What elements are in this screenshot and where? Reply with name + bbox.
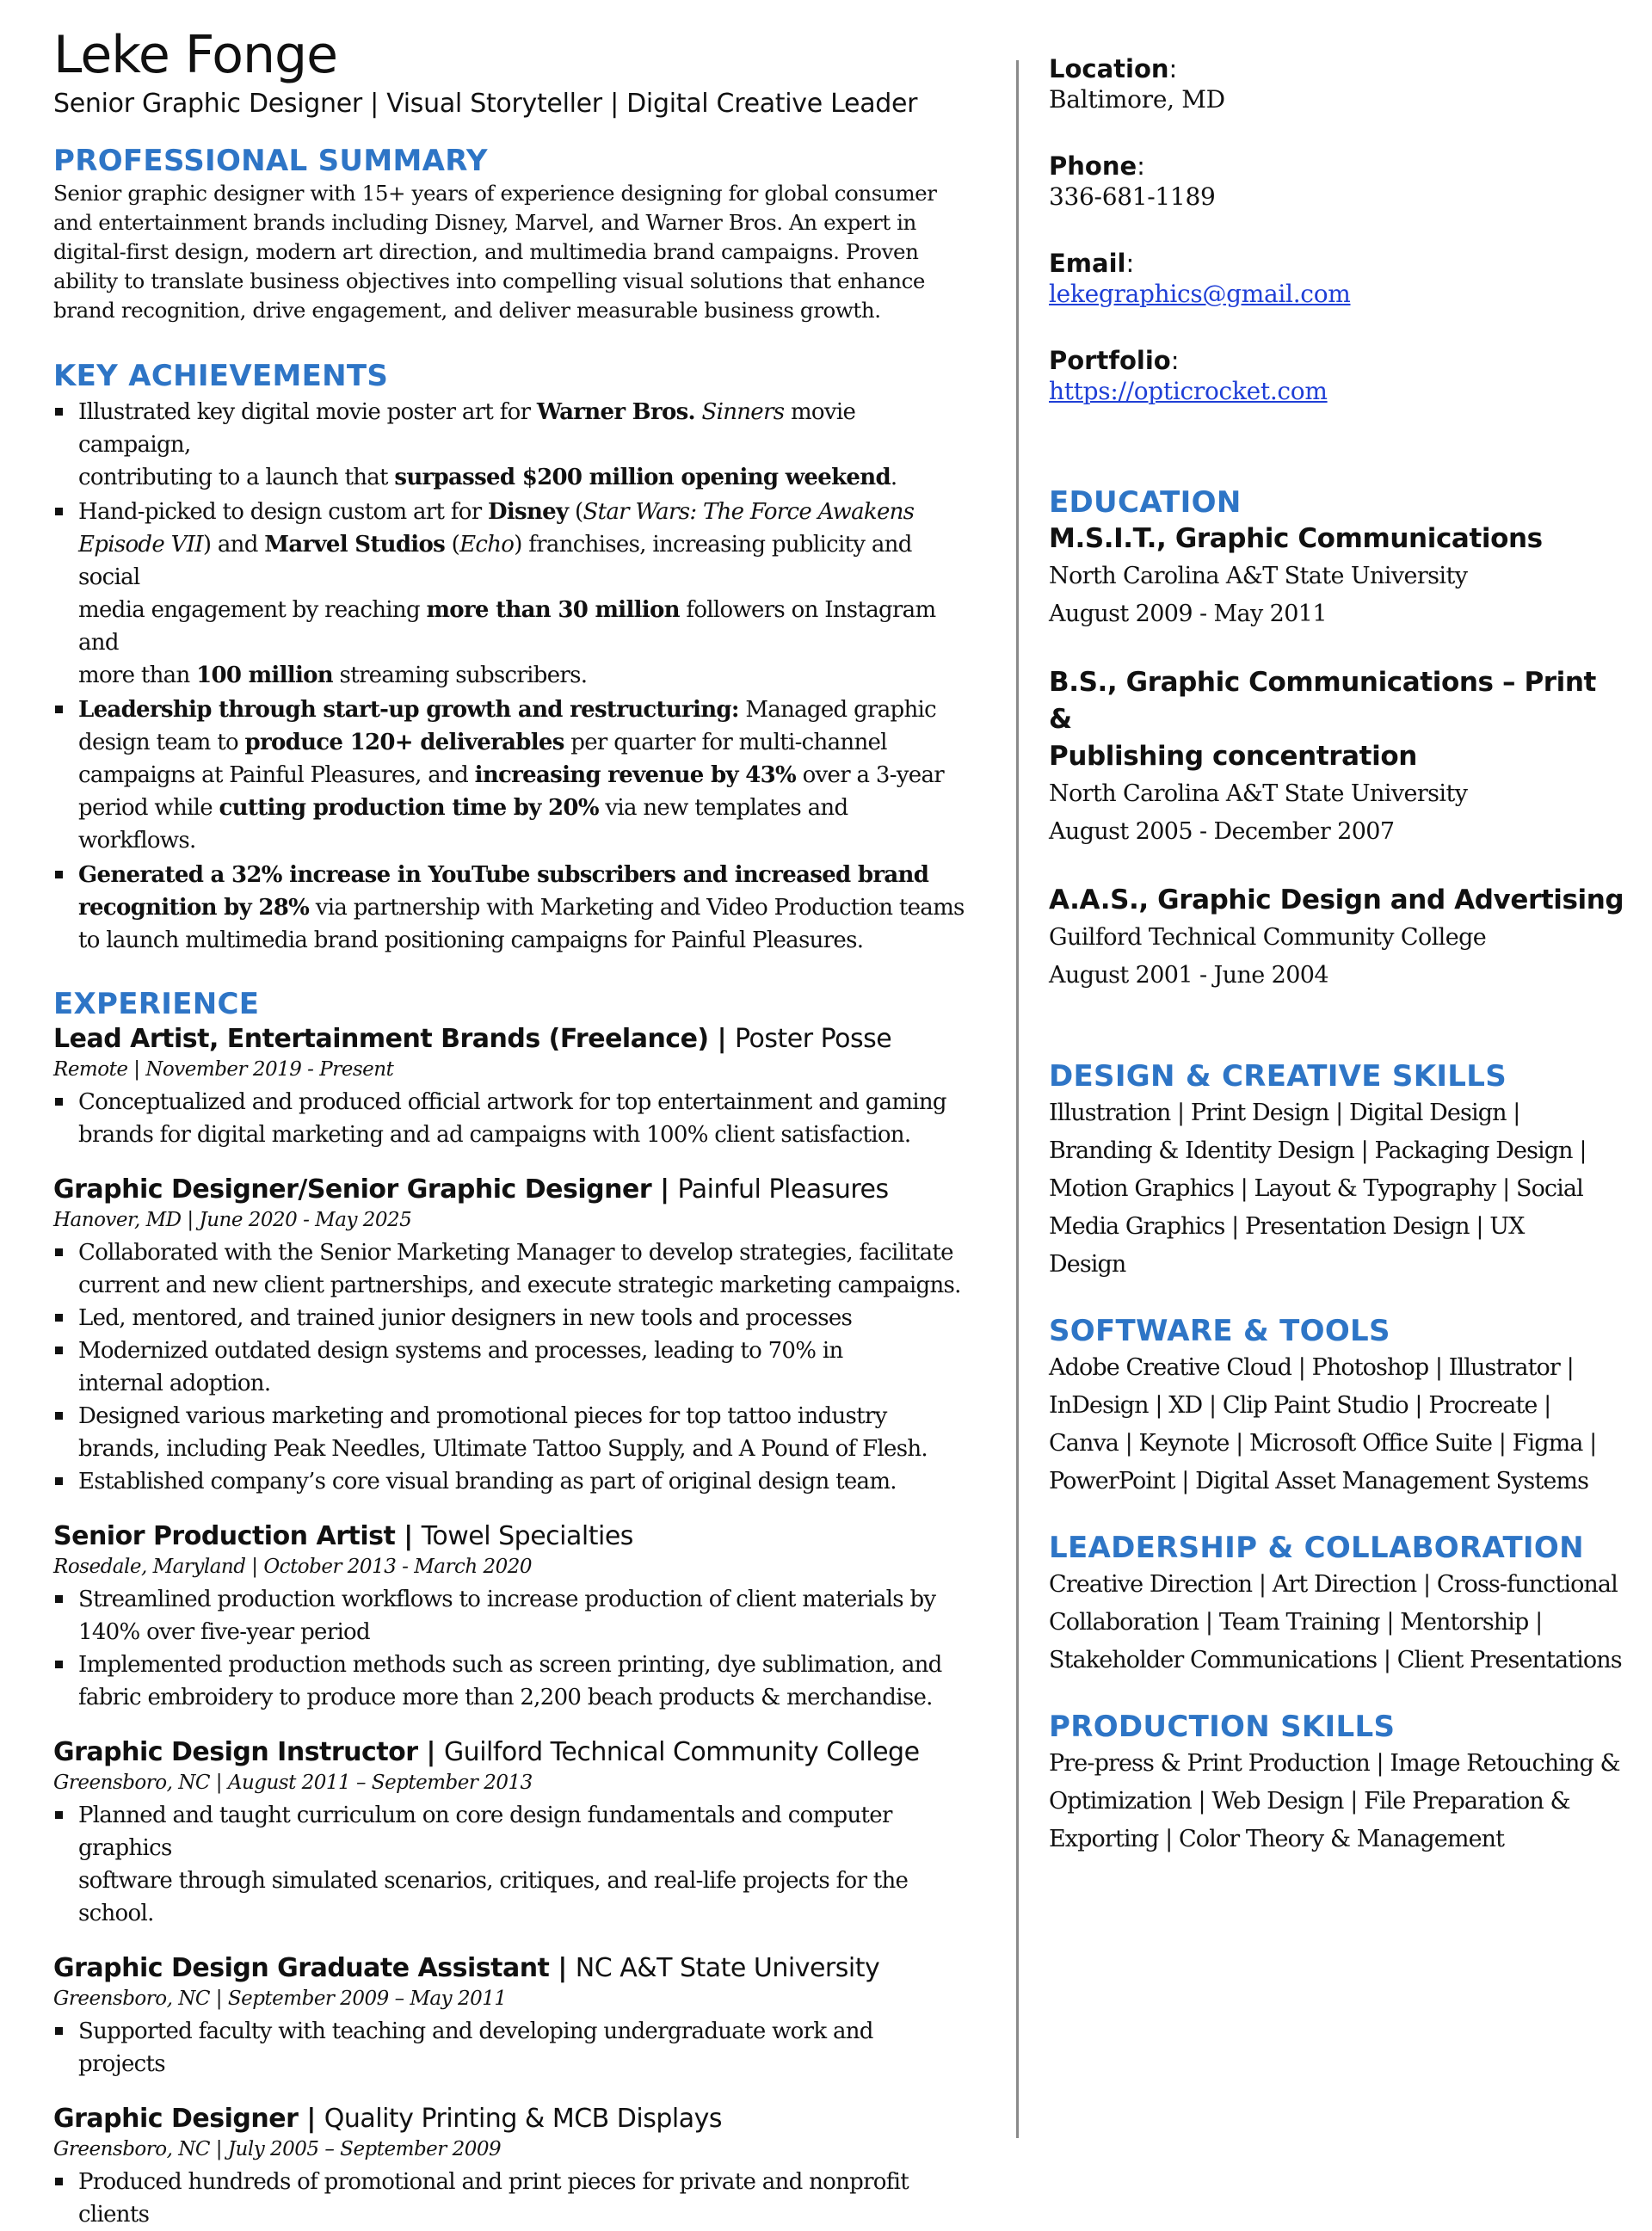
job-bullet: [53, 1302, 965, 1334]
job-entry: [53, 1173, 965, 1498]
section-heading-summary: PROFESSIONAL SUMMARY: [53, 144, 488, 178]
achievement-text: Sinners: [701, 399, 785, 425]
experience-section: [53, 986, 965, 2231]
achievement-text: more than: [78, 663, 197, 688]
job-entry: [53, 1951, 965, 2080]
skills-line: Canva | Keynote | Microsoft Office Suite | Figma |: [1049, 1430, 1597, 1457]
job-bullet-text: brands for digital marketing and ad campaigns with 100% client satisfaction.: [78, 1122, 911, 1148]
skills-line: InDesign | XD | Clip Paint Studio | Procreate |: [1049, 1392, 1551, 1419]
achievement-text: Hand-picked to design custom art for: [78, 499, 489, 525]
degree-title: A.A.S., Graphic Design and Advertising: [1049, 884, 1624, 915]
skill-section: [1049, 1530, 1625, 1679]
skills-line: Optimization | Web Design | File Preparation &: [1049, 1788, 1570, 1815]
contact-label-portfolio: Portfolio:: [1049, 346, 1180, 375]
skills-line: Illustration | Print Design | Digital Design |: [1049, 1100, 1520, 1126]
bullet-marker: [55, 1248, 63, 1256]
job-title: [53, 1735, 965, 1770]
job-company: Poster Posse: [735, 1024, 892, 1054]
left-column: [53, 26, 965, 2231]
contact-section: [1049, 53, 1625, 407]
job-bullet-text: Led, mentored, and trained junior designers in new tools and processes: [78, 1305, 853, 1331]
job-company: NC A&T State University: [575, 1953, 880, 1983]
achievement-text: design team to: [78, 730, 245, 755]
skills-line: PowerPoint | Digital Asset Management Systems: [1049, 1468, 1589, 1495]
job-bullet-text: Streamlined production workflows to increase production of client materials by: [78, 1587, 936, 1612]
bullet-marker: [55, 1595, 63, 1603]
section-heading-education: EDUCATION: [1049, 485, 1242, 520]
skills-line: Branding & Identity Design | Packaging Design |: [1049, 1137, 1587, 1164]
bullet-marker: [55, 1098, 63, 1106]
job-location-dates: Hanover, MD | June 2020 - May 2025: [53, 1209, 412, 1231]
job-bullet-text: brands, including Peak Needles, Ultimate Tattoo Supply, and A Pound of Flesh.: [78, 1436, 928, 1462]
job-bullets: [53, 2166, 965, 2231]
job-bullet: [53, 1799, 965, 1930]
job-bullet: [53, 1649, 965, 1714]
skills-line: Motion Graphics | Layout & Typography | Social: [1049, 1175, 1583, 1202]
job-bullets: [53, 2015, 965, 2080]
bullet-marker: [55, 706, 63, 713]
job-bullet-text: Supported faculty with teaching and developing undergraduate work and projects: [78, 2018, 873, 2077]
job-bullet: [53, 2015, 965, 2080]
achievement-text: movie campaign,: [78, 399, 856, 458]
achievement-text: recognition by 28%: [78, 895, 310, 921]
job-role: Senior Production Artist: [53, 1521, 396, 1551]
job-location-dates: Greensboro, NC | July 2005 – September 2009: [53, 2138, 502, 2160]
achievement-text: Generated a 32% increase in YouTube subscribers and increased brand: [78, 862, 929, 888]
skills-line: Stakeholder Communications | Client Presentations: [1049, 1647, 1622, 1673]
job-role: Graphic Designer: [53, 2104, 299, 2134]
job-bullet: [53, 1086, 965, 1151]
education-entry: [1049, 521, 1625, 633]
contact-label-phone: Phone:: [1049, 151, 1145, 181]
job-separator: |: [417, 1737, 444, 1767]
job-role: Graphic Design Graduate Assistant: [53, 1953, 550, 1983]
job-title: [53, 1519, 965, 1554]
skills-line: Media Graphics | Presentation Design | UX: [1049, 1213, 1525, 1240]
skill-section: [1049, 1709, 1625, 1858]
job-bullet: [53, 1334, 965, 1400]
achievement-text: ) franchises, increasing publicity and social: [78, 532, 912, 590]
location-value: Baltimore, MD: [1049, 85, 1225, 114]
achievement-text: more than 30 million: [426, 597, 680, 623]
job-company: Towel Specialties: [421, 1521, 633, 1551]
section-heading-skills: LEADERSHIP & COLLABORATION: [1049, 1531, 1584, 1565]
achievement-text: over a 3-year: [796, 762, 945, 788]
skills-line: Pre-press & Print Production | Image Retouching &: [1049, 1750, 1620, 1777]
bullet-marker: [55, 2178, 63, 2185]
job-entry: [53, 1735, 965, 1930]
achievement-item: [53, 396, 965, 494]
achievement-text: Leadership through start-up growth and restructuring:: [78, 697, 739, 723]
job-bullets: [53, 1236, 965, 1498]
skills-sections: [1049, 1058, 1625, 1858]
achievement-text: Echo: [459, 532, 515, 558]
bullet-marker: [55, 408, 63, 416]
summary-line: ability to translate business objectives into compelling visual solutions that enhance: [53, 268, 925, 293]
skill-section: [1049, 1313, 1625, 1501]
education-entry: [1049, 882, 1625, 995]
job-entry: [53, 1022, 965, 1151]
right-column: [1049, 53, 1625, 1858]
job-bullets: [53, 1799, 965, 1930]
achievement-text: Marvel Studios: [264, 532, 446, 558]
achievement-text: campaigns at Painful Pleasures, and: [78, 762, 475, 788]
job-bullet-text: software through simulated scenarios, critiques, and real-life projects for the school.: [78, 1868, 909, 1926]
contact-portfolio: [1049, 345, 1625, 407]
job-bullet: [53, 1583, 965, 1649]
email-link[interactable]: lekegraphics@gmail.com: [1049, 280, 1351, 308]
section-heading-skills: PRODUCTION SKILLS: [1049, 1710, 1396, 1744]
achievement-text: to launch multimedia brand positioning campaigns for Painful Pleasures.: [78, 928, 864, 953]
summary-line: and entertainment brands including Disney, Marvel, and Warner Bros. An expert in: [53, 210, 916, 235]
phone-value: 336-681-1189: [1049, 182, 1216, 211]
achievement-text: via new templates and workflows.: [78, 795, 848, 854]
job-role: Graphic Designer/Senior Graphic Designer: [53, 1174, 652, 1205]
bullet-marker: [55, 1811, 63, 1819]
job-separator: |: [549, 1953, 576, 1983]
contact-location: [1049, 53, 1625, 115]
bullet-marker: [55, 1477, 63, 1485]
job-title: [53, 2102, 965, 2136]
education-list: [1049, 521, 1625, 995]
education-dates: August 2009 - May 2011: [1049, 601, 1327, 627]
job-separator: |: [651, 1174, 678, 1205]
section-heading-skills: DESIGN & CREATIVE SKILLS: [1049, 1059, 1507, 1094]
job-bullets: [53, 1086, 965, 1151]
job-bullet-text: Modernized outdated design systems and processes, leading to 70% in: [78, 1338, 843, 1364]
summary-text: [53, 179, 965, 325]
bullet-marker: [55, 1412, 63, 1420]
job-title: [53, 1022, 965, 1057]
achievement-text: increasing revenue by 43%: [474, 762, 797, 788]
contact-email: [1049, 248, 1625, 310]
section-heading-skills: SOFTWARE & TOOLS: [1049, 1314, 1390, 1348]
achievement-text: Star Wars: The Force Awakens: [583, 499, 915, 525]
achievement-text: .: [890, 465, 897, 490]
skills-line: Exporting | Color Theory & Management: [1049, 1826, 1505, 1852]
section-heading-achievements: KEY ACHIEVEMENTS: [53, 359, 389, 393]
skills-line: Design: [1049, 1251, 1126, 1278]
job-location-dates: Greensboro, NC | August 2011 – September 2013: [53, 1772, 533, 1794]
skill-section: [1049, 1058, 1625, 1284]
achievement-text: Episode VII: [78, 532, 203, 558]
job-separator: |: [708, 1024, 736, 1054]
education-section: [1049, 484, 1625, 995]
job-role: Lead Artist, Entertainment Brands (Freelance): [53, 1024, 709, 1054]
achievement-text: Managed graphic: [738, 697, 937, 723]
achievement-text: 100 million: [196, 663, 333, 688]
school-name: Guilford Technical Community College: [1049, 924, 1487, 951]
job-bullet-text: internal adoption.: [78, 1371, 271, 1396]
job-bullet-text: 140% over five-year period: [78, 1619, 370, 1645]
job-role: Graphic Design Instructor: [53, 1737, 418, 1767]
achievement-text: (: [445, 532, 460, 558]
achievement-text: contributing to a launch that: [78, 465, 395, 490]
skills-line: Creative Direction | Art Direction | Cross-functional: [1049, 1571, 1618, 1598]
achievement-text: media engagement by reaching: [78, 597, 427, 623]
job-company: Guilford Technical Community College: [443, 1737, 920, 1767]
degree-title: M.S.I.T., Graphic Communications: [1049, 523, 1543, 554]
section-heading-experience: EXPERIENCE: [53, 987, 260, 1021]
job-bullet-text: current and new client partnerships, and execute strategic marketing campaigns.: [78, 1273, 961, 1298]
job-location-dates: Rosedale, Maryland | October 2013 - March 2020: [53, 1556, 533, 1578]
achievement-text: period while: [78, 795, 219, 821]
jobs-list: [53, 1022, 965, 2231]
portfolio-link[interactable]: https://opticrocket.com: [1049, 377, 1328, 405]
job-company: Quality Printing & MCB Displays: [324, 2104, 722, 2134]
achievement-text: produce 120+ deliverables: [244, 730, 564, 755]
candidate-name: Leke Fonge: [53, 25, 337, 85]
achievement-item: [53, 496, 965, 692]
job-title: [53, 1173, 965, 1207]
contact-phone: [1049, 151, 1625, 213]
degree-title: Publishing concentration: [1049, 741, 1417, 772]
achievement-text: via partnership with Marketing and Video Production teams: [309, 895, 965, 921]
bullet-marker: [55, 1661, 63, 1668]
education-dates: August 2001 - June 2004: [1049, 962, 1328, 989]
job-bullet: [53, 1400, 965, 1465]
column-divider: [1016, 60, 1019, 2138]
achievement-text: Warner Bros.: [536, 399, 695, 425]
achievement-text: cutting production time by 20%: [219, 795, 599, 821]
job-entry: [53, 2102, 965, 2231]
key-achievements-section: [53, 358, 965, 957]
job-bullets: [53, 1583, 965, 1714]
bullet-marker: [55, 871, 63, 878]
contact-label-location: Location:: [1049, 54, 1178, 83]
summary-line: Senior graphic designer with 15+ years of experience designing for global consumer: [53, 181, 937, 206]
achievement-text: surpassed $200 million opening weekend: [394, 465, 891, 490]
job-bullet-text: fabric embroidery to produce more than 2,200 beach products & merchandise.: [78, 1685, 933, 1710]
candidate-tagline: Senior Graphic Designer | Visual Storyteller | Digital Creative Leader: [53, 89, 918, 119]
bullet-marker: [55, 1314, 63, 1322]
job-entry: [53, 1519, 965, 1714]
bullet-marker: [55, 1347, 63, 1354]
summary-line: digital-first design, modern art direction, and multimedia brand campaigns. Proven: [53, 239, 919, 264]
job-bullet-text: Implemented production methods such as screen printing, dye sublimation, and: [78, 1652, 942, 1678]
job-bullet: [53, 2166, 965, 2231]
school-name: North Carolina A&T State University: [1049, 563, 1468, 589]
education-entry: [1049, 664, 1625, 851]
achievement-item: [53, 693, 965, 857]
achievement-text: (: [568, 499, 583, 525]
contact-label-email: Email:: [1049, 249, 1135, 278]
job-separator: |: [395, 1521, 422, 1551]
job-location-dates: Remote | November 2019 - Present: [53, 1058, 394, 1081]
job-title: [53, 1951, 965, 1986]
bullet-marker: [55, 2027, 63, 2035]
achievement-text: per quarter for multi-channel: [564, 730, 887, 755]
achievement-text: Illustrated key digital movie poster art for: [78, 399, 537, 425]
achievement-text: streaming subscribers.: [332, 663, 588, 688]
achievement-item: [53, 859, 965, 957]
achievement-text: ) and: [202, 532, 265, 558]
professional-summary-section: [53, 143, 965, 325]
degree-title: B.S., Graphic Communications – Print &: [1049, 667, 1596, 735]
achievement-text: Disney: [488, 499, 569, 525]
job-bullet-text: Produced hundreds of promotional and print pieces for private and nonprofit clients: [78, 2169, 909, 2228]
bullet-marker: [55, 508, 63, 515]
skills-line: Collaboration | Team Training | Mentorship |: [1049, 1609, 1543, 1636]
summary-line: brand recognition, drive engagement, and deliver measurable business growth.: [53, 298, 881, 323]
job-bullet-text: Planned and taught curriculum on core design fundamentals and computer graphics: [78, 1803, 892, 1861]
education-dates: August 2005 - December 2007: [1049, 818, 1395, 845]
school-name: North Carolina A&T State University: [1049, 780, 1468, 807]
job-bullet: [53, 1465, 965, 1498]
job-bullet: [53, 1236, 965, 1302]
job-bullet-text: Conceptualized and produced official artwork for top entertainment and gaming: [78, 1089, 946, 1115]
job-separator: |: [298, 2104, 324, 2134]
job-bullet-text: Established company’s core visual branding as part of original design team.: [78, 1469, 897, 1495]
achievements-list: [53, 396, 965, 957]
job-bullet-text: Designed various marketing and promotional pieces for top tattoo industry: [78, 1403, 887, 1429]
job-company: Painful Pleasures: [677, 1174, 889, 1205]
achievement-text: followers on Instagram and: [78, 597, 936, 656]
job-location-dates: Greensboro, NC | September 2009 – May 2011: [53, 1988, 507, 2010]
skills-line: Adobe Creative Cloud | Photoshop | Illustrator |: [1049, 1354, 1574, 1381]
job-bullet-text: Collaborated with the Senior Marketing Manager to develop strategies, facilitate: [78, 1240, 953, 1266]
